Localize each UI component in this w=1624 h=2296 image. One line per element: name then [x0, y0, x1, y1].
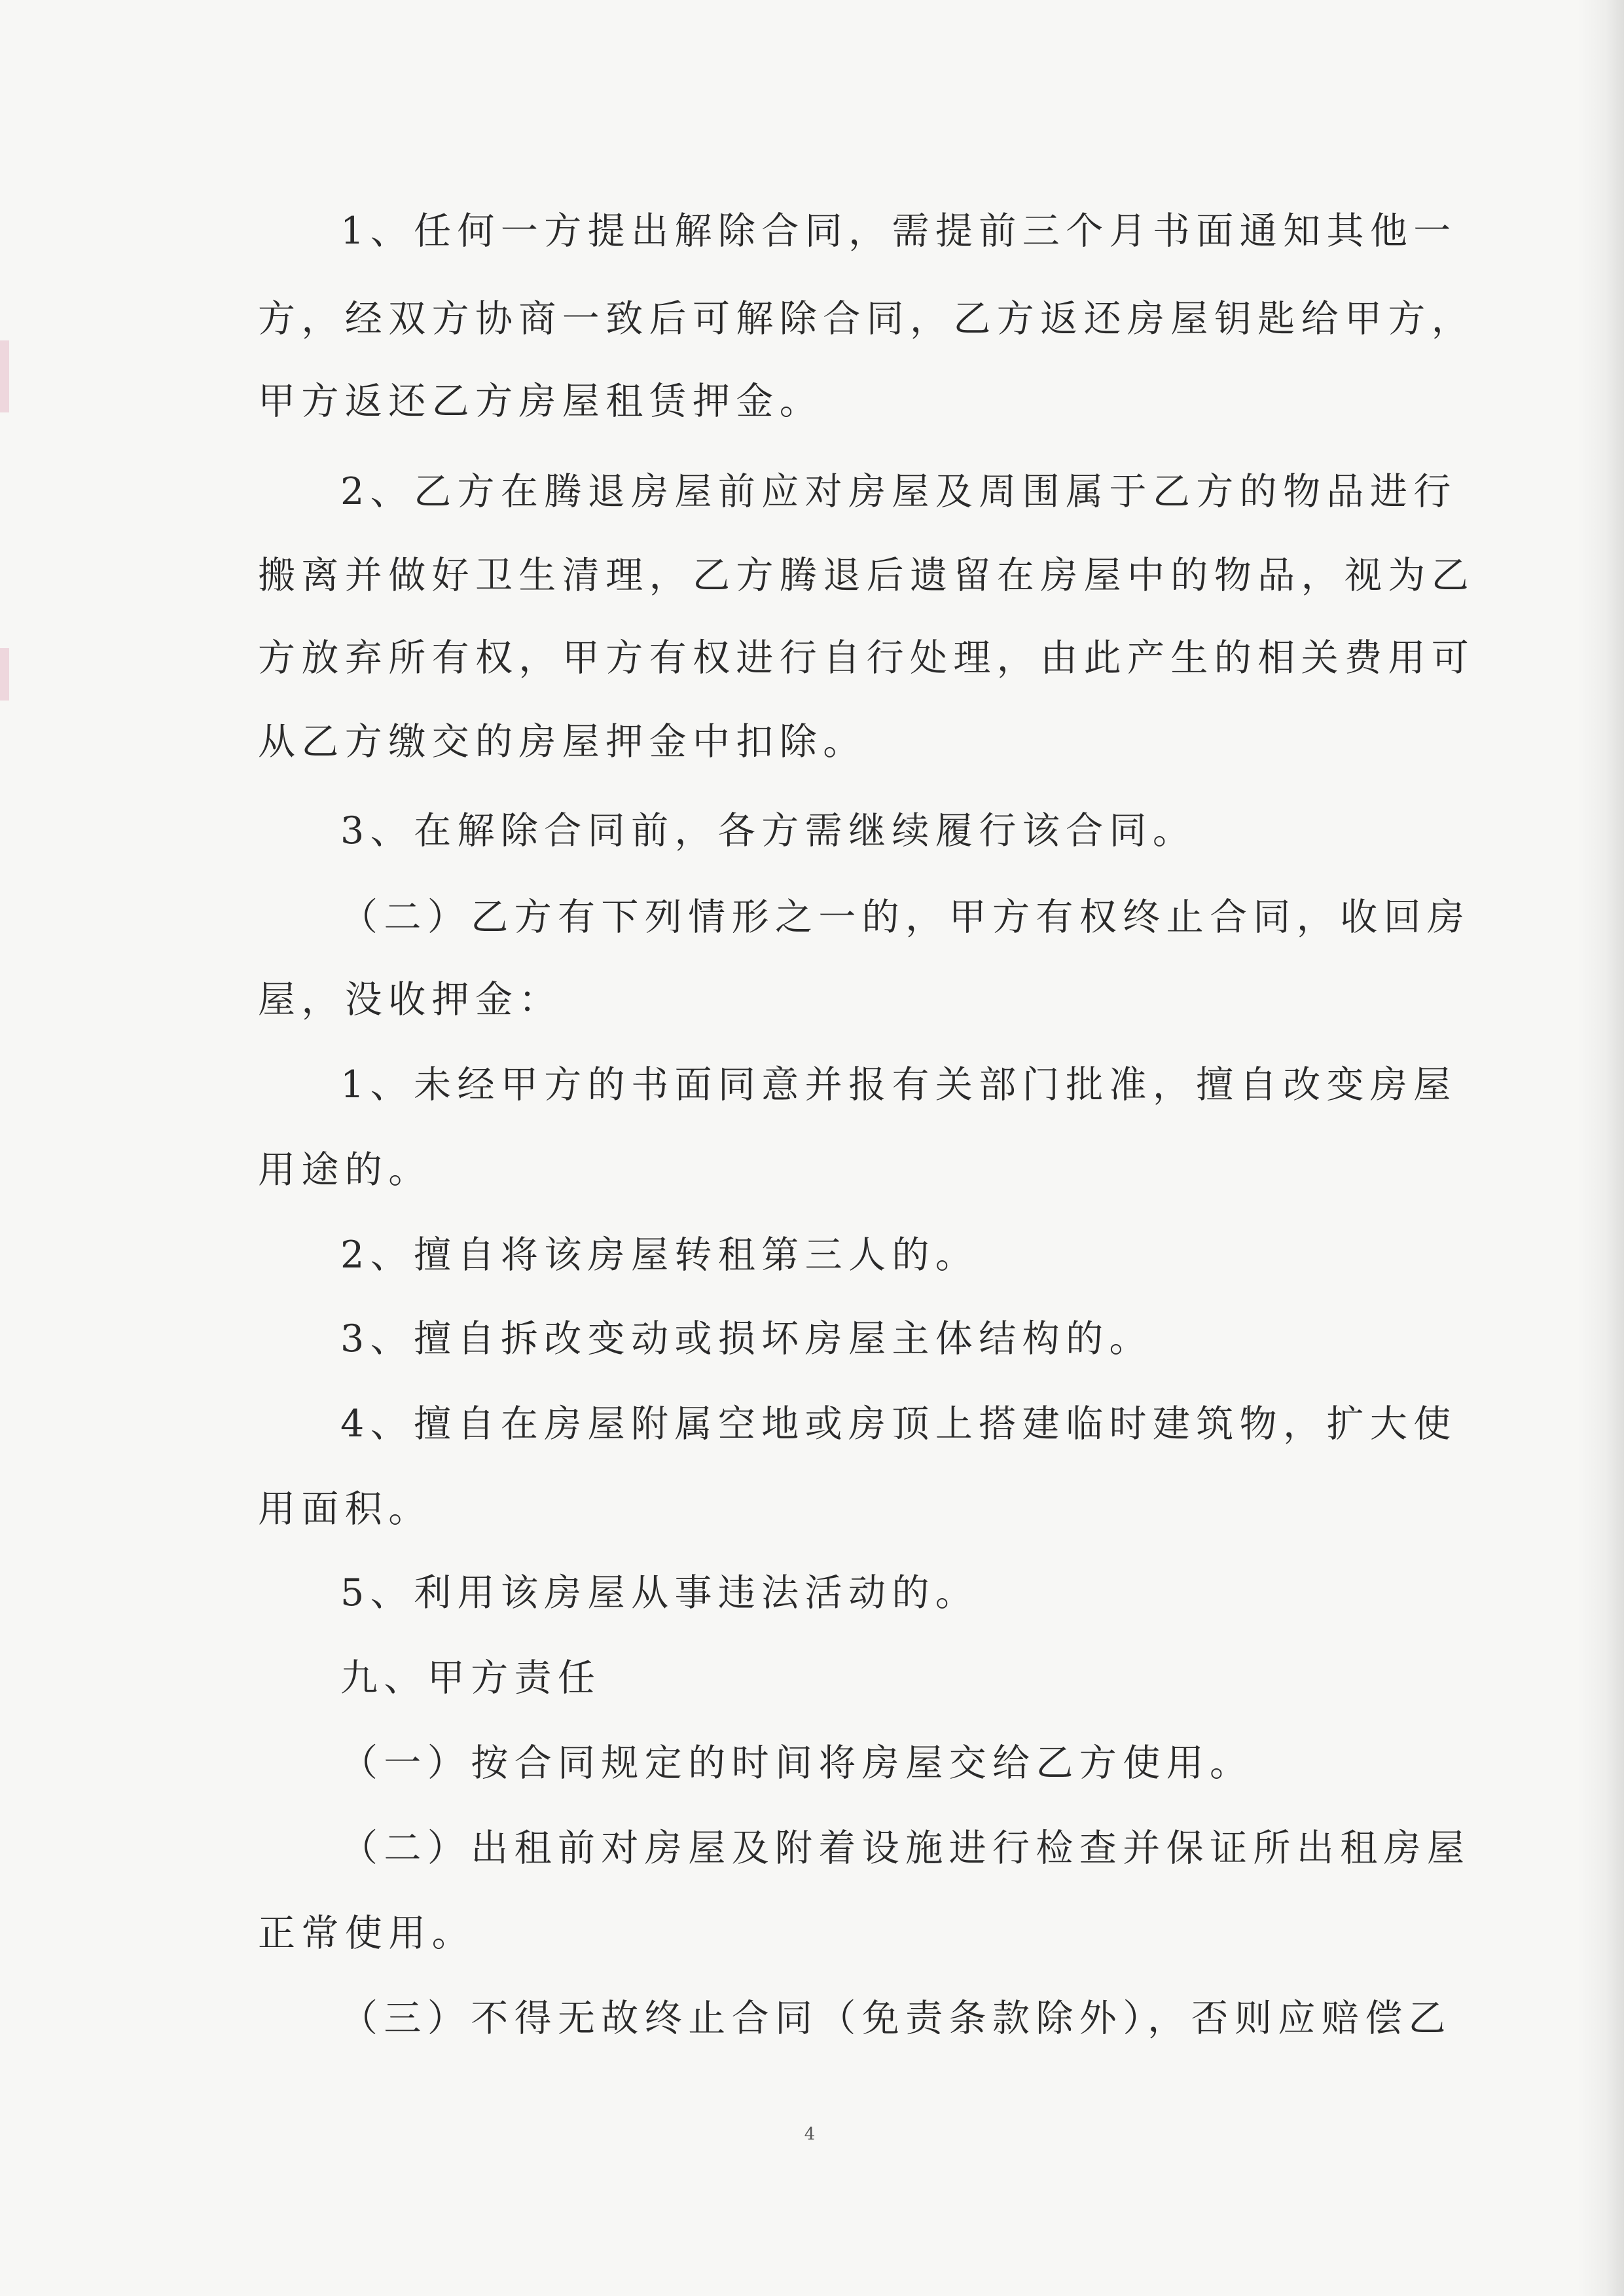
text-line: 用面积。	[258, 1487, 432, 1531]
text-line: 1、任何一方提出解除合同，需提前三个月书面通知其他一	[340, 210, 1457, 253]
text-line: 方，经双方协商一致后可解除合同，乙方返还房屋钥匙给甲方，	[258, 297, 1475, 340]
page-number: 4	[804, 2124, 816, 2144]
text-line: 2、擅自将该房屋转租第三人的。	[340, 1233, 979, 1277]
text-line: 3、在解除合同前，各方需继续履行该合同。	[340, 809, 1197, 852]
text-line: 从乙方缴交的房屋押金中扣除。	[258, 720, 867, 763]
text-line: 正常使用。	[258, 1912, 475, 1955]
text-line: 甲方返还乙方房屋租赁押金。	[258, 380, 823, 423]
text-line: 3、擅自拆改变动或损坏房屋主体结构的。	[340, 1317, 1153, 1360]
text-line: （三）不得无故终止合同（免责条款除外），否则应赔偿乙	[340, 1997, 1452, 2040]
text-line: 搬离并做好卫生清理，乙方腾退后遗留在房屋中的物品，视为乙	[258, 554, 1475, 597]
text-line: （二）乙方有下列情形之一的，甲方有权终止合同，收回房	[340, 896, 1471, 939]
text-line: 2、乙方在腾退房屋前应对房屋及周围属于乙方的物品进行	[340, 470, 1457, 513]
text-line: 1、未经甲方的书面同意并报有关部门批准，擅自改变房屋	[340, 1063, 1457, 1106]
text-line: 用途的。	[258, 1148, 432, 1192]
section-heading: 九、甲方责任	[340, 1656, 602, 1700]
text-line: （二）出租前对房屋及附着设施进行检查并保证所出租房屋	[340, 1827, 1471, 1870]
text-line: （一）按合同规定的时间将房屋交给乙方使用。	[340, 1741, 1254, 1785]
text-line: 5、利用该房屋从事违法活动的。	[340, 1571, 979, 1614]
text-line: 4、擅自在房屋附属空地或房顶上搭建临时建筑物，扩大使	[340, 1402, 1457, 1446]
text-line: 屋，没收押金：	[258, 978, 562, 1021]
text-line: 方放弃所有权，甲方有权进行自行处理，由此产生的相关费用可	[258, 636, 1475, 680]
